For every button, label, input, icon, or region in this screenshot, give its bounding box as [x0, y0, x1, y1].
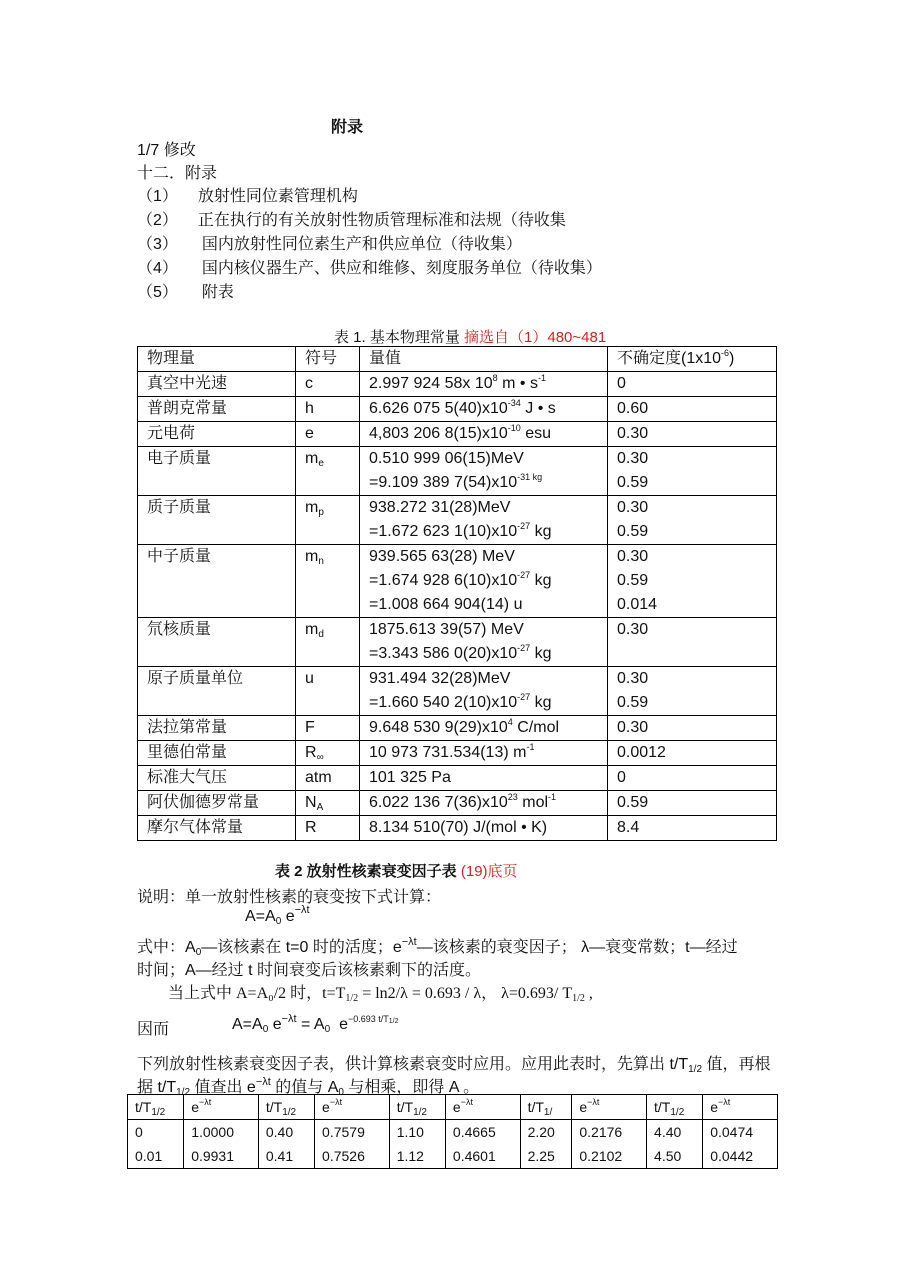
- cell: 0.2176: [572, 1120, 647, 1145]
- usage-text-continued: 据 $t/T_{1/2}$ 值查出 $e^{-\lambda t}$ 的值与 $A_0$ 与相乘，即得 A 。: [137, 1076, 480, 1098]
- cell: 0.7526: [315, 1144, 390, 1169]
- cell: 4.50: [647, 1144, 703, 1169]
- cell-value: 101 325 Pa: [360, 766, 608, 791]
- cell-quantity: 摩尔气体常量: [138, 816, 296, 841]
- appendix-item: [137, 231, 522, 254]
- cell-value: 6.626 075 $5(40)x10^{-34}$ J • s: [360, 397, 608, 422]
- decay-formula: $A=A_0$ $e^{-\lambda t}$: [245, 904, 310, 927]
- cell-symbol: $m_n$: [296, 545, 360, 618]
- appendix-item-text: 国内核仪器生产、供应和维修、刻度服务单位（待收集）: [201, 260, 602, 277]
- cell-uncertainty: 0.30 0.59 0.014: [608, 545, 777, 618]
- cell-quantity: 氘核质量: [138, 618, 296, 667]
- cell-symbol: $m_p$: [296, 496, 360, 545]
- header-cell: 符号: [296, 347, 360, 372]
- cell: 0.40: [258, 1120, 314, 1145]
- cell-uncertainty: 8.4: [608, 816, 777, 841]
- cell: 1.0000: [184, 1120, 259, 1145]
- cell-value: 6.022 136 $7(36)x10^{23}$ mol$^{-1}$: [360, 791, 608, 816]
- table-row: [138, 816, 777, 841]
- note-intro: 说明：单一放射性核素的衰变按下式计算：: [137, 889, 442, 906]
- page-title: 附录: [331, 119, 364, 136]
- cell-uncertainty: 0.30: [608, 618, 777, 667]
- cell-uncertainty: 0: [608, 372, 777, 397]
- table-row: [138, 397, 777, 422]
- table2-caption-source: (19)底页: [460, 863, 518, 880]
- cell-uncertainty: 0.0012: [608, 741, 777, 766]
- cell-quantity: 电子质量: [138, 447, 296, 496]
- header-cell-e: $e^{-\lambda t}$: [184, 1095, 259, 1120]
- table-header-row: [138, 347, 777, 372]
- cell-value: 938.272 31(28)MeV =1.672 623 $1(10)x10^{-27}$ kg: [360, 496, 608, 545]
- cell-quantity: 标准大气压: [138, 766, 296, 791]
- appendix-item: [137, 255, 602, 278]
- decay-factor-table: [127, 1094, 778, 1169]
- table-row: [138, 791, 777, 816]
- table2-caption: [275, 860, 518, 881]
- table-row: [138, 447, 777, 496]
- cell: 0.4601: [445, 1144, 520, 1169]
- header-cell: 不确定度$(1x10^{-6})$: [608, 347, 777, 372]
- appendix-item-number: （3）: [137, 236, 178, 253]
- appendix-item: [137, 207, 566, 230]
- header-cell-e: $e^{-\lambda t}$: [703, 1095, 778, 1120]
- header-cell: 量值: [360, 347, 608, 372]
- cell-quantity: 中子质量: [138, 545, 296, 618]
- cell: 1.12: [389, 1144, 445, 1169]
- cell: 0.4665: [445, 1120, 520, 1145]
- cell-quantity: 真空中光速: [138, 372, 296, 397]
- cell-uncertainty: 0.30 0.59: [608, 496, 777, 545]
- cell: 0.01: [128, 1144, 184, 1169]
- cell-value: 1875.613 39(57) MeV =3.343 586 $0(20)x10^{-27}$ kg: [360, 618, 608, 667]
- cell: 2.20: [520, 1120, 572, 1145]
- cell: 0.9931: [184, 1144, 259, 1169]
- cell-symbol: $m_d$: [296, 618, 360, 667]
- cell-value: 2.997 924 58x $10^8$ m • $s^{-1}$: [360, 372, 608, 397]
- cell: 4.40: [647, 1120, 703, 1145]
- cell-quantity: 质子质量: [138, 496, 296, 545]
- table-row: [128, 1120, 778, 1145]
- cell-symbol: e: [296, 422, 360, 447]
- cell-symbol: $R_\infty$: [296, 741, 360, 766]
- cell-symbol: u: [296, 667, 360, 716]
- formula-explanation: 式中：$A_0—$该核素在 t=0 时的活度；$e^{-\lambda t}—$该核素的衰变因子； λ—衰变常数；t—经过: [137, 936, 738, 958]
- half-life-formula: 当上式中 A=A₀/2 时，$t=T_{1/2} = \ln 2/\lambda = 0.693 / \lambda$， λ=0.693/ $T_{1/2}$ ,: [168, 985, 593, 1004]
- appendix-item: [137, 183, 358, 206]
- cell-symbol: c: [296, 372, 360, 397]
- table1-caption-source: 摘选自（1）480~481: [464, 329, 607, 346]
- table2-caption-text: 表 2 放射性核素衰变因子表: [275, 863, 457, 880]
- appendix-item-number: （1）: [137, 188, 178, 205]
- cell-quantity: 里德伯常量: [138, 741, 296, 766]
- cell-symbol: R: [296, 816, 360, 841]
- cell-quantity: 普朗克常量: [138, 397, 296, 422]
- cell: 0.7579: [315, 1120, 390, 1145]
- thus-formula: $A=A_0$ $e^{-\lambda t} = A_0$ $e^{-0.693 t/T_{1/2}}$: [232, 1013, 399, 1035]
- table-row: [138, 496, 777, 545]
- appendix-item-text: 正在执行的有关放射性物质管理标准和法规（待收集: [197, 212, 566, 229]
- section-heading: 十二．附录: [137, 165, 218, 182]
- cell: 2.25: [520, 1144, 572, 1169]
- table-row: [138, 545, 777, 618]
- revision-note: 1/7 修改: [137, 142, 196, 159]
- header-cell-t: $t/T_{1/2}$: [389, 1095, 445, 1120]
- table1-caption-text: 表 1. 基本物理常量: [334, 329, 460, 346]
- cell-symbol: h: [296, 397, 360, 422]
- header-cell-t: $t/T_{1/2}$: [128, 1095, 184, 1120]
- appendix-item-text: 附表: [201, 284, 234, 301]
- header-cell-e: $e^{-\lambda t}$: [445, 1095, 520, 1120]
- cell-uncertainty: 0.59: [608, 791, 777, 816]
- table-row: [138, 618, 777, 667]
- appendix-item-text: 国内放射性同位素生产和供应单位（待收集）: [201, 236, 522, 253]
- header-cell-t: $t/T_{1/}$: [520, 1095, 572, 1120]
- appendix-item-number: （5）: [137, 284, 178, 301]
- cell-uncertainty: 0.30 0.59: [608, 667, 777, 716]
- cell-quantity: 原子质量单位: [138, 667, 296, 716]
- cell-value: 0.510 999 06(15)MeV =9.109 389 $7(54)x10^{-31 kg}$: [360, 447, 608, 496]
- table-row: [138, 716, 777, 741]
- table-row: [138, 372, 777, 397]
- cell-uncertainty: 0.30 0.59: [608, 447, 777, 496]
- table-row: [138, 422, 777, 447]
- cell-value: 4,803 206 $8(15)x10^{-10}$ esu: [360, 422, 608, 447]
- cell-uncertainty: 0: [608, 766, 777, 791]
- cell-uncertainty: 0.30: [608, 716, 777, 741]
- appendix-item-text: 放射性同位素管理机构: [197, 188, 358, 205]
- header-cell-e: $e^{-\lambda t}$: [572, 1095, 647, 1120]
- table-row: [128, 1144, 778, 1169]
- cell-quantity: 元电荷: [138, 422, 296, 447]
- usage-text: 下列放射性核素衰变因子表，供计算核素衰变时应用。应用此表时，先算出 $t/T_{1/2}$ 值，再根: [137, 1056, 771, 1075]
- cell-value: 939.565 63(28) MeV =1.674 928 $6(10)x10^{-27}$ kg =1.008 664 904(14) u: [360, 545, 608, 618]
- table-row: [138, 766, 777, 791]
- cell-value: 10 973 731.534(13) $m^{-1}$: [360, 741, 608, 766]
- cell-quantity: 阿伏伽德罗常量: [138, 791, 296, 816]
- cell-uncertainty: 0.30: [608, 422, 777, 447]
- table-row: [138, 741, 777, 766]
- appendix-item-number: （4）: [137, 260, 178, 277]
- table-row: [138, 667, 777, 716]
- table1-caption: [334, 326, 606, 347]
- cell: 0.0474: [703, 1120, 778, 1145]
- cell: 0.41: [258, 1144, 314, 1169]
- cell-symbol: $N_A$: [296, 791, 360, 816]
- cell-value: 931.494 32(28)MeV =1.660 540 $2(10)x10^{-27}$ kg: [360, 667, 608, 716]
- cell: 1.10: [389, 1120, 445, 1145]
- cell-uncertainty: 0.60: [608, 397, 777, 422]
- cell-value: 9.648 530 $9(29)x10^4$ C/mol: [360, 716, 608, 741]
- cell-quantity: 法拉第常量: [138, 716, 296, 741]
- header-cell-t: $t/T_{1/2}$: [258, 1095, 314, 1120]
- cell-symbol: atm: [296, 766, 360, 791]
- cell: 0: [128, 1120, 184, 1145]
- header-cell-t: $t/T_{1/2}$: [647, 1095, 703, 1120]
- appendix-item: [137, 279, 234, 302]
- cell-value: 8.134 510(70) J/(mol • K): [360, 816, 608, 841]
- appendix-item-number: （2）: [137, 212, 178, 229]
- table-header-row: [128, 1095, 778, 1120]
- cell-symbol: $m_e$: [296, 447, 360, 496]
- physical-constants-table: [137, 346, 777, 841]
- formula-explanation-continued: 时间；A—经过 t 时间衰变后该核素剩下的活度。: [137, 962, 482, 979]
- cell-symbol: F: [296, 716, 360, 741]
- cell: 0.0442: [703, 1144, 778, 1169]
- header-cell-e: $e^{-\lambda t}$: [315, 1095, 390, 1120]
- cell: 0.2102: [572, 1144, 647, 1169]
- thus-label: 因而: [137, 1021, 170, 1038]
- header-cell: 物理量: [138, 347, 296, 372]
